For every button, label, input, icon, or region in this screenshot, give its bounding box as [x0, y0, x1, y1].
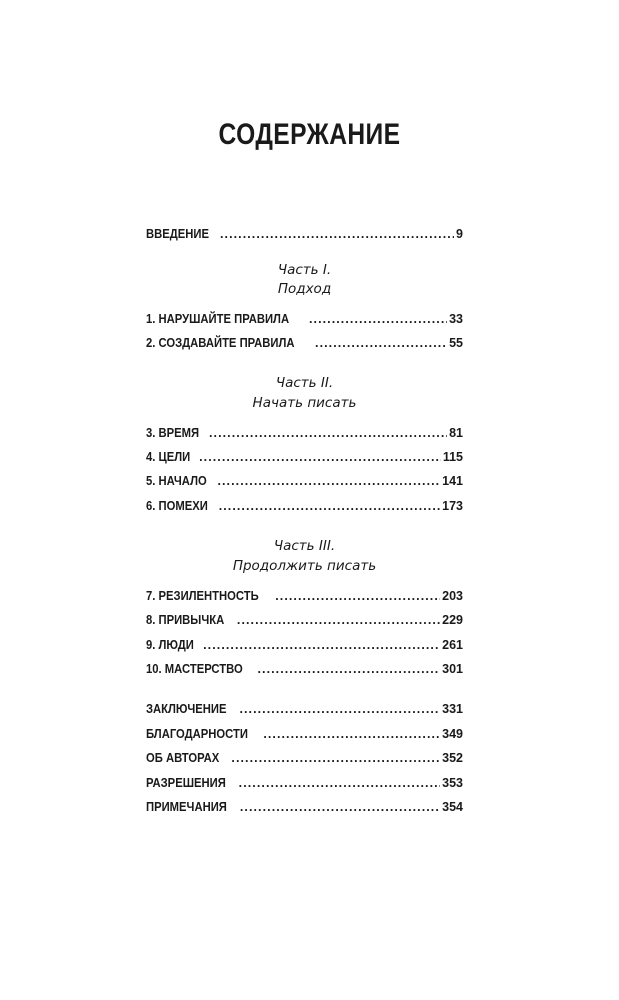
toc-entry-label: 6. ПОМЕХИ: [146, 499, 208, 513]
toc-entry-label: 7. РЕЗИЛЕНТНОСТЬ: [146, 589, 259, 603]
toc-page-number: 354: [442, 800, 463, 814]
dot-leader: [219, 497, 440, 515]
toc-entry-label: 9. ЛЮДИ: [146, 638, 194, 652]
part-subtitle: Продолжить писать: [232, 558, 377, 574]
dot-leader: [199, 448, 441, 466]
toc-entry-chapter[interactable]: [146, 587, 463, 605]
part-subtitle: Начать писать: [252, 395, 357, 411]
dot-leader: [263, 725, 440, 743]
toc-page-number: 81: [449, 426, 463, 440]
toc-entry-back-matter[interactable]: [146, 725, 463, 743]
toc-entry-label: 2. СОЗДАВАЙТЕ ПРАВИЛА: [146, 336, 295, 350]
toc-entry-label: 4. ЦЕЛИ: [146, 450, 191, 464]
toc-entry-label: РАЗРЕШЕНИЯ: [146, 776, 226, 790]
dot-leader: [239, 700, 440, 718]
dot-leader: [209, 424, 447, 442]
toc-entry-chapter[interactable]: [146, 472, 463, 490]
toc-page-number: 261: [442, 638, 463, 652]
toc-entry-back-matter[interactable]: [146, 798, 463, 816]
toc-entry-label: 1. НАРУШАЙТЕ ПРАВИЛА: [146, 312, 290, 326]
dot-leader: [275, 587, 440, 605]
toc-page-number: 331: [442, 702, 463, 716]
toc-entry-chapter[interactable]: [146, 611, 463, 629]
toc-page-number: 9: [456, 227, 463, 241]
toc-page-number: 203: [442, 589, 463, 603]
toc-page-number: 55: [449, 336, 463, 350]
dot-leader: [240, 798, 440, 816]
toc-page-number: 115: [442, 450, 463, 464]
toc-entry-label: 5. НАЧАЛО: [146, 474, 207, 488]
toc-entry-label: ПРИМЕЧАНИЯ: [146, 800, 227, 814]
toc-entry-back-matter[interactable]: [146, 774, 463, 792]
toc-entry-label: 10. МАСТЕРСТВО: [146, 662, 243, 676]
toc-page-number: 301: [442, 662, 463, 676]
toc-entry-chapter[interactable]: [146, 636, 463, 654]
dot-leader: [239, 774, 440, 792]
dot-leader: [237, 611, 440, 629]
dot-leader: [257, 660, 440, 678]
toc-entry-chapter[interactable]: [146, 424, 463, 442]
toc-page-number: 229: [442, 613, 463, 627]
toc-entry-label: ВВЕДЕНИЕ: [146, 227, 209, 241]
toc-entry-chapter[interactable]: [146, 497, 463, 515]
toc-page-number: 352: [442, 751, 463, 765]
part-heading: Часть II.: [275, 375, 334, 391]
toc-page-number: 173: [442, 499, 463, 513]
toc-entry-label: ЗАКЛЮЧЕНИЕ: [146, 702, 227, 716]
toc-entry-chapter[interactable]: [146, 660, 463, 678]
toc-page-number: 349: [442, 727, 463, 741]
toc-entry-chapter[interactable]: [146, 448, 463, 466]
toc-entry-intro[interactable]: [146, 225, 463, 243]
toc-entry-back-matter[interactable]: [146, 700, 463, 718]
part-heading: Часть III.: [273, 538, 336, 554]
part-subtitle: Подход: [277, 281, 332, 297]
toc-entry-label: БЛАГОДАРНОСТИ: [146, 727, 248, 741]
toc-entry-label: 8. ПРИВЫЧКА: [146, 613, 225, 627]
dot-leader: [203, 636, 440, 654]
toc-entry-chapter[interactable]: [146, 310, 463, 328]
toc-page-number: 353: [442, 776, 463, 790]
dot-leader: [315, 334, 447, 352]
dot-leader: [309, 310, 447, 328]
page-title: СОДЕРЖАНИЕ: [218, 118, 401, 151]
toc-page-number: 141: [442, 474, 463, 488]
toc-entry-chapter[interactable]: [146, 334, 463, 352]
dot-leader: [217, 472, 440, 490]
toc-entry-back-matter[interactable]: [146, 749, 463, 767]
toc-entry-label: 3. ВРЕМЯ: [146, 426, 200, 440]
part-heading: Часть I.: [277, 262, 332, 278]
toc-entry-label: ОБ АВТОРАХ: [146, 751, 220, 765]
dot-leader: [220, 225, 454, 243]
dot-leader: [231, 749, 440, 767]
toc-page-number: 33: [449, 312, 463, 326]
